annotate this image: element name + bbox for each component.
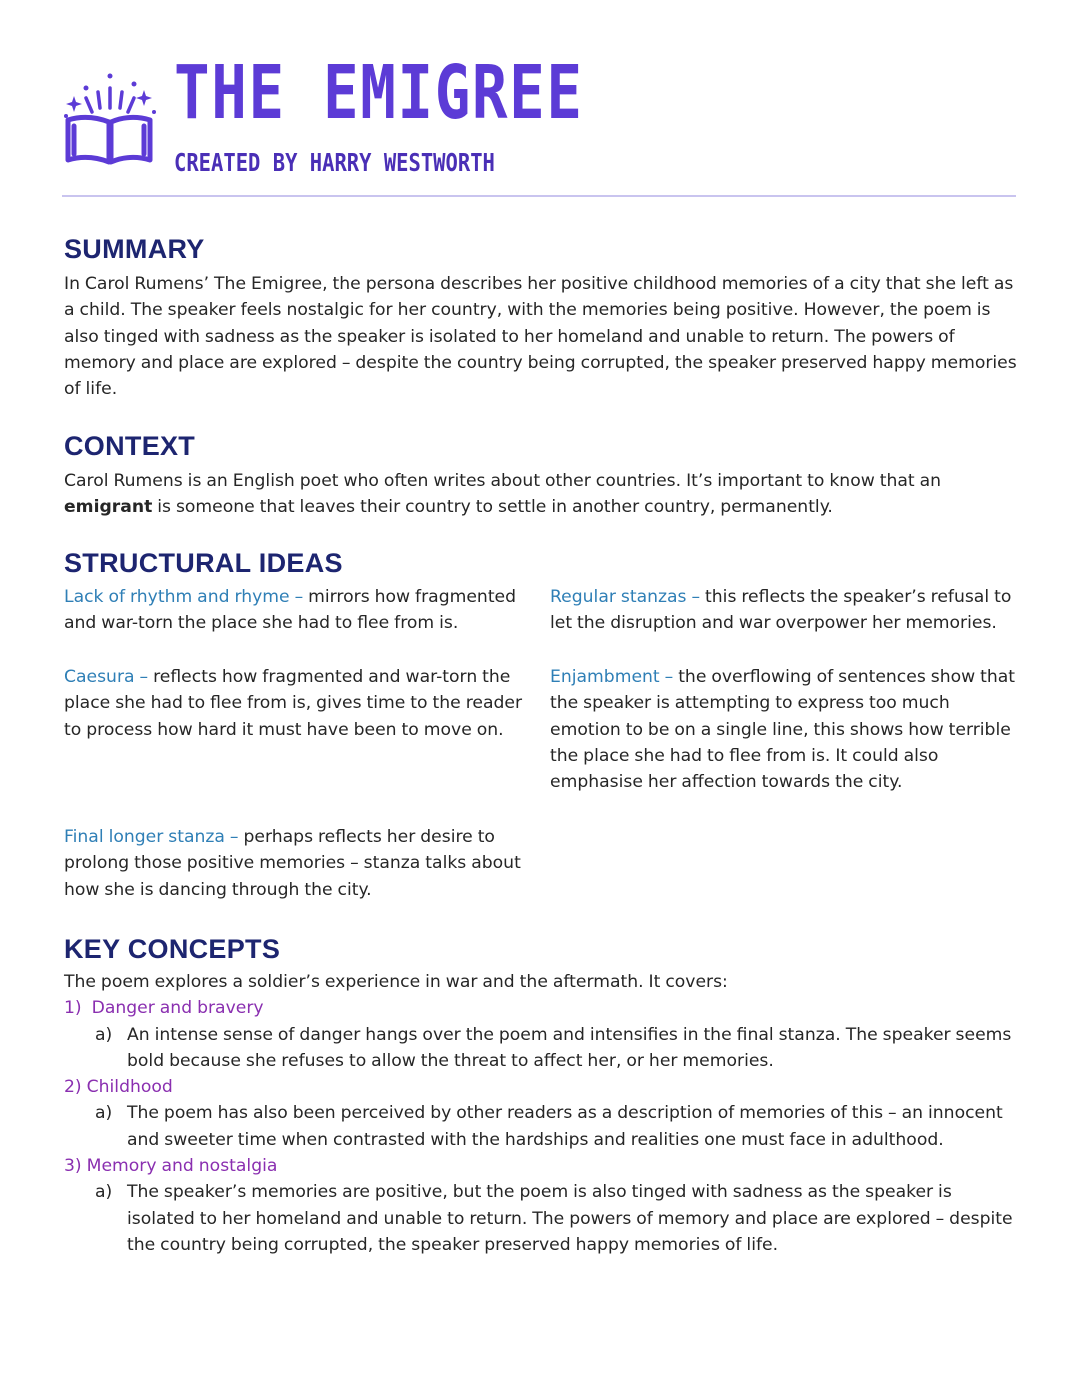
structural-text: the overflowing of sentences show that the speaker is attempting to express too much emotion to be on a single line, this shows how terrible the place she had to flee from is. It could also emphasise her affection towards the city. [550, 667, 1016, 793]
concept-point [95, 1100, 1020, 1153]
concept-text: An intense sense of danger hangs over the poem and intensifies in the final stanza. The speaker seems bold because she refuses to allow the threat to affect her, or her memories. [127, 1024, 1012, 1071]
concept-marker: a) [95, 1103, 113, 1124]
open-book-sparkle-icon [62, 68, 158, 168]
structural-left-item [64, 824, 534, 903]
structural-right-item [550, 664, 1020, 795]
structural-ideas-section [0, 547, 1080, 579]
concept-number: 3) [64, 1156, 82, 1177]
context-section [64, 430, 1020, 521]
structural-term: Final longer stanza – [64, 827, 239, 847]
concept-title [64, 995, 1020, 1021]
concept-title-text: Danger and bravery [91, 998, 264, 1019]
structural-right-item [550, 584, 1020, 637]
emigrant-term: emigrant [64, 497, 153, 518]
header-divider [62, 195, 1016, 197]
concept-point [95, 1179, 1020, 1258]
page-title: THE EMIGREE [174, 50, 584, 136]
structural-text: mirrors how fragmented and war-torn the place she had to flee from is. [64, 587, 517, 634]
summary-section [64, 233, 1020, 402]
concept-title [64, 1153, 1020, 1179]
key-concepts-heading: KEY CONCEPTS [64, 934, 281, 964]
concept-title-text: Childhood [86, 1077, 173, 1098]
structural-term: Regular stanzas – [550, 587, 701, 607]
structural-term: Enjambment – [550, 667, 674, 687]
concept-point [95, 1022, 1020, 1075]
concept-text: The poem has also been perceived by other readers as a description of memories of this – an innocent and sweeter time when contrasted with the hardships and realities one must face in adulthood. [127, 1103, 1003, 1150]
key-concepts-section [64, 933, 1020, 1258]
concept-marker: a) [95, 1182, 113, 1203]
structural-term: Caesura – [64, 667, 149, 687]
concept-text: The speaker’s memories are positive, but the poem is also tinged with sadness as the speaker is isolated to her homeland and unable to return. The powers of memory and place are explored – despite the country being corrupted, the speaker preserved happy memories of life. [127, 1182, 1013, 1255]
structural-left-item [64, 664, 534, 743]
summary-text: In Carol Rumens’ The Emigree, the persona describes her positive childhood memories of a city that she left as a child. The speaker feels nostalgic for her country, with the memories being positive. However, the poem is also tinged with sadness as the speaker is isolated to her homeland and unable to return. The powers of memory and place are explored – despite the country being corrupted, the speaker preserved happy memories of life. [64, 274, 1017, 400]
structural-heading: STRUCTURAL IDEAS [64, 548, 343, 578]
context-text-start: Carol Rumens is an English poet who often writes about other countries. It’s important to know that an [64, 471, 942, 491]
structural-text: perhaps reflects her desire to prolong those positive memories – stanza talks about how she is dancing through the city. [64, 827, 521, 900]
structural-text: reflects how fragmented and war-torn the place she had to flee from is, gives time to the reader to process how hard it must have been to move on. [64, 667, 523, 740]
structural-text: this reflects the speaker’s refusal to let the disruption and war overpower her memories. [550, 587, 1012, 634]
structural-left-item [64, 584, 534, 637]
summary-heading: SUMMARY [64, 234, 205, 264]
author-byline: CREATED BY HARRY WESTWORTH [174, 148, 495, 177]
key-concepts-intro: The poem explores a soldier’s experience in war and the aftermath. It covers: [64, 972, 728, 992]
concept-number: 2) [64, 1077, 82, 1098]
header [62, 50, 1022, 190]
context-text [64, 468, 1020, 521]
concept-marker: a) [95, 1024, 113, 1045]
context-text-end: is someone that leaves their country to settle in another country, permanently. [152, 497, 833, 518]
context-heading: CONTEXT [64, 431, 196, 461]
concept-title-text: Memory and nostalgia [86, 1156, 278, 1177]
concept-title [64, 1074, 1020, 1100]
concept-number: 1) [64, 998, 82, 1019]
structural-term: Lack of rhythm and rhyme – [64, 587, 304, 607]
